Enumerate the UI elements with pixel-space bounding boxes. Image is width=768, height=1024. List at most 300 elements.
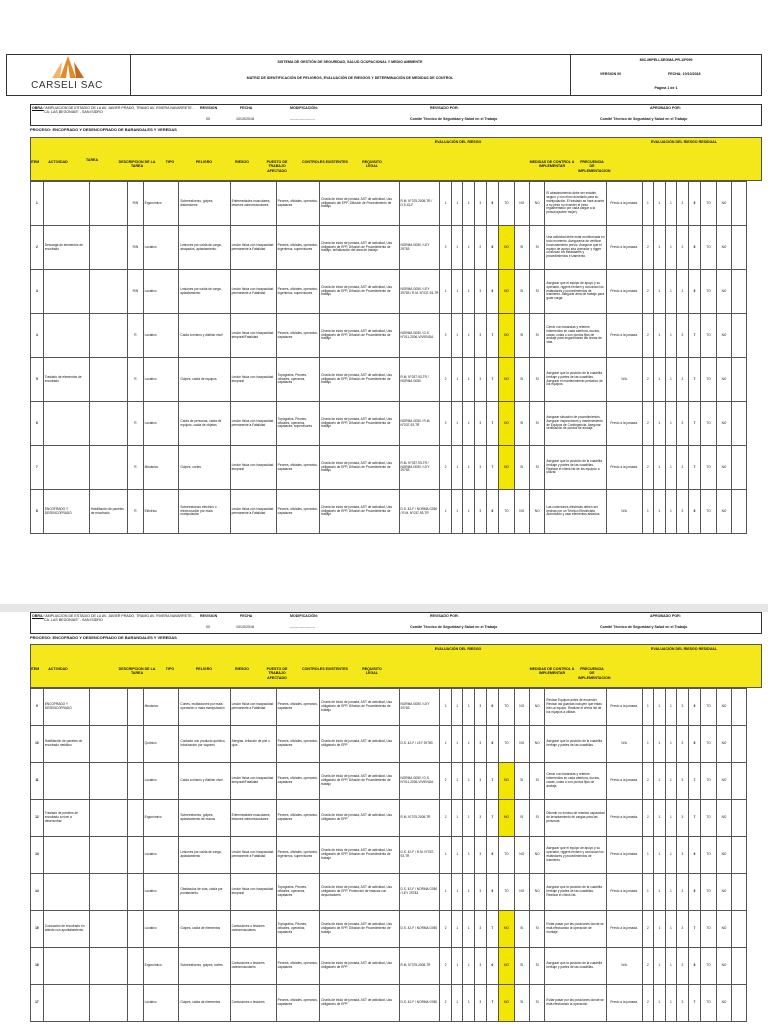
- row-frequency: N/A: [606, 948, 642, 985]
- col-frecuencia: FRECUENCIA DE IMPLEMENTACION: [578, 160, 611, 173]
- row-type: Locativo: [143, 911, 179, 948]
- row-score-1: 1: [451, 911, 463, 948]
- row-consequence: Lesión física con incapacidad temporal: [230, 358, 276, 402]
- row-hazard: Golpes, cortes: [179, 446, 230, 490]
- doc-date: FECHA: 10/10/2018: [668, 72, 701, 76]
- row-consequence: Lesión física con incapacidad permanente a Fatalidad: [230, 226, 276, 270]
- row-consequence: Enfermedades musculares, lesiones osteomusculares: [230, 800, 276, 837]
- row-item: 10: [31, 726, 44, 763]
- row-score-0: 2: [440, 763, 452, 800]
- row-residual-significant: NO: [716, 270, 731, 314]
- row-blank: [732, 800, 747, 837]
- row-measures: Evitar pasar por las posiciones donde se está efectuando la operación.: [545, 985, 606, 1022]
- row-measures: Evitar pasar por las posiciones donde se está efectuando la operación de montaje.: [545, 911, 606, 948]
- row-blank: [732, 358, 747, 402]
- row-activity: [43, 874, 89, 911]
- row-activity: Traslado de paneles de encofrado a nivel a desencofrar: [43, 800, 89, 837]
- row-hazard: Caída a mismo y distinto nivel: [179, 314, 230, 358]
- row-rutina: [128, 985, 143, 1022]
- row-blank: [732, 837, 747, 874]
- row-blank: [732, 911, 747, 948]
- row-risk-level-cell: MO: [499, 314, 514, 358]
- row-legal: R.M. N°037-93-TR / NORMA G050 / LEY 29783: [399, 446, 440, 490]
- row-accept: NO: [529, 689, 544, 726]
- col-medidas: MEDIDAS DE CONTROL A IMPLEMENTAR: [529, 160, 575, 169]
- row-accept: SI: [529, 446, 544, 490]
- row-residual-score-4: 7: [688, 911, 701, 948]
- doc-code: MIC-MIPELI-SEGMA-PR-1/F099: [639, 58, 693, 62]
- row-task: [89, 911, 127, 948]
- row-residual-score-0: 1: [642, 689, 654, 726]
- table-row: [31, 874, 763, 911]
- row-legal: NORMA G050 / LEY 29783: [399, 689, 440, 726]
- proceso-title-2: PROCESO: ENCOFRADO Y DESENCOFRADO DE BARANDALES Y VEREDAS: [30, 635, 177, 640]
- row-controls: Charla de inicio de jornada, AST de actividad, Uso obligatorio de EPP, Difusión de Procedimiento de trabajo: [320, 689, 399, 726]
- row-residual-score-1: 1: [654, 689, 666, 726]
- row-residual-significant: NO: [716, 763, 731, 800]
- row-residual-level: TO: [701, 402, 716, 446]
- row-residual-level: TO: [701, 948, 716, 985]
- row-residual-significant: NO: [716, 689, 731, 726]
- row-score-4: 6: [486, 726, 499, 763]
- row-frequency: Previo a la jornada.: [606, 689, 642, 726]
- row-consequence: Lesión física con incapacidad temporal/Fatalidad: [230, 763, 276, 800]
- revision-value: 00: [206, 117, 210, 121]
- row-residual-score-1: 1: [654, 763, 666, 800]
- row-score-0: 2: [440, 226, 452, 270]
- row-risk-level-cell: MO: [499, 358, 514, 402]
- row-frequency: Previo a la jornada.: [606, 270, 642, 314]
- row-residual-level: TO: [701, 800, 716, 837]
- row-type: Locativo: [143, 358, 179, 402]
- row-score-4: 7: [486, 985, 499, 1022]
- row-residual-score-2: 1: [665, 358, 677, 402]
- row-residual-score-0: 2: [642, 226, 654, 270]
- row-residual-significant: NO: [716, 800, 731, 837]
- modificacion-label: MODIFICACIÓN:: [290, 106, 318, 110]
- row-controls: Charla de inicio de jornada, AST de actividad, Uso obligatorio de EPP, Difusión de Procedimiento de trabajo, señalización del área de trabajo: [320, 226, 399, 270]
- row-score-1: 1: [451, 874, 463, 911]
- row-measures: Asegurar que la posición de la cuadrilla herbaje y partes de las cuadrillas. Realizar el check list de los equipos a utilizar.: [545, 446, 606, 490]
- row-score-1: 1: [451, 182, 463, 226]
- row-type: Ergonómico: [143, 182, 179, 226]
- row-significant: SI: [514, 270, 529, 314]
- row-legal: NORMA G050 / LEY 29783: [399, 226, 440, 270]
- row-score-2: 1: [463, 726, 475, 763]
- row-significant: SI: [514, 314, 529, 358]
- row-residual-score-0: 2: [642, 911, 654, 948]
- row-rutina: R/N: [128, 270, 143, 314]
- row-score-0: 1: [440, 689, 452, 726]
- table-row: [31, 446, 763, 490]
- row-task: [89, 948, 127, 985]
- row-blank: [732, 874, 747, 911]
- col-tipo-2: TIPO: [165, 667, 175, 671]
- row-hazard: Golpes, caída de elementos: [179, 985, 230, 1022]
- row-rutina: R: [128, 402, 143, 446]
- row-score-3: 3: [474, 763, 486, 800]
- row-affected: Peones, oficiales, operarios, capataces: [276, 985, 320, 1022]
- row-score-1: 1: [451, 490, 463, 534]
- row-hazard: Sobreesfuerzo, golpes, aplastamiento de manos: [179, 800, 230, 837]
- row-task: [89, 358, 127, 402]
- row-residual-score-4: 6: [688, 270, 701, 314]
- row-score-3: 3: [474, 837, 486, 874]
- row-affected: Peones, oficiales, operarios, capataces: [276, 182, 320, 226]
- row-score-0: 2: [440, 985, 452, 1022]
- row-residual-score-0: 1: [642, 837, 654, 874]
- row-score-3: 3: [474, 800, 486, 837]
- row-score-4: 7: [486, 763, 499, 800]
- row-legal: D.S. 42-F / R.M. N°037-93-TR: [399, 837, 440, 874]
- row-blank: [732, 985, 747, 1022]
- row-type: Locativo: [143, 874, 179, 911]
- row-legal: R.M. N°375-2008-TR: [399, 800, 440, 837]
- row-rutina: [128, 763, 143, 800]
- row-score-0: 1: [440, 726, 452, 763]
- row-affected: Peones, oficiales, operarios, capataces: [276, 948, 320, 985]
- revisado-label-2: REVISADO POR:: [430, 614, 459, 618]
- row-score-1: 1: [451, 800, 463, 837]
- row-score-1: 1: [451, 985, 463, 1022]
- row-activity: [43, 948, 89, 985]
- row-task: [89, 763, 127, 800]
- row-frequency: Previo a la jornada.: [606, 314, 642, 358]
- row-type: Ergonómico: [143, 948, 179, 985]
- row-residual-score-0: 2: [642, 402, 654, 446]
- row-legal: D.S. 42-F / NORMA G050 / LEY 29783: [399, 874, 440, 911]
- row-activity: Colocación de encofrado en abierto con apuntalamiento: [43, 911, 89, 948]
- row-type: Locativo: [143, 226, 179, 270]
- row-score-2: 1: [463, 182, 475, 226]
- row-frequency: N/A: [606, 490, 642, 534]
- row-residual-score-1: 1: [654, 490, 666, 534]
- row-residual-score-0: 2: [642, 358, 654, 402]
- row-type: Locativo: [143, 314, 179, 358]
- aprobado-label-2: APROBADO POR:: [650, 614, 681, 618]
- row-significant: SI: [514, 226, 529, 270]
- row-controls: Charla de inicio de jornada, AST de actividad, Uso obligatorio de EPP, Difusión de Procedimiento de trabajo: [320, 402, 399, 446]
- row-residual-score-0: 2: [642, 985, 654, 1022]
- obra-label-2: OBRA:: [32, 614, 44, 618]
- row-accept: NO: [529, 490, 544, 534]
- row-score-4: 6: [486, 182, 499, 226]
- row-residual-significant: NO: [716, 314, 731, 358]
- row-significant: NO: [514, 874, 529, 911]
- fecha-label: FECHA: [240, 106, 253, 110]
- row-residual-score-4: 6: [688, 948, 701, 985]
- row-hazard: Obstáculos de vías, caída por puntamiento: [179, 874, 230, 911]
- row-score-4: 7: [486, 402, 499, 446]
- col-requisito: REQUISITO LEGAL: [362, 160, 382, 169]
- row-consequence: Contusiones o lesiones osteomusculares: [230, 948, 276, 985]
- row-residual-level: TO: [701, 837, 716, 874]
- row-score-2: 1: [463, 490, 475, 534]
- row-score-0: 1: [440, 182, 452, 226]
- row-type: Locativo: [143, 763, 179, 800]
- row-task: [89, 182, 127, 226]
- row-consequence: Lesión física con incapacidad permanente a Fatalidad: [230, 689, 276, 726]
- row-risk-level-cell: TO: [499, 182, 514, 226]
- row-residual-score-3: 3: [677, 446, 689, 490]
- row-measures: Cerrar con barandas y retenes intermedios en cada abertura, ductos, cavas, cotas o con puntos fijos de anclaje.: [545, 763, 606, 800]
- row-risk-level-cell: TO: [499, 726, 514, 763]
- row-residual-score-4: 7: [688, 358, 701, 402]
- row-residual-score-3: 3: [677, 837, 689, 874]
- row-significant: NO: [514, 182, 529, 226]
- row-score-2: 1: [463, 226, 475, 270]
- risk-matrix-table: [30, 688, 763, 1022]
- row-type: Eléctrico: [143, 490, 179, 534]
- row-hazard: Sobreesfuerzo, golpes, distorsiones: [179, 182, 230, 226]
- row-residual-level: TO: [701, 985, 716, 1022]
- row-residual-significant: NO: [716, 402, 731, 446]
- row-risk-level-cell: MO: [499, 948, 514, 985]
- row-residual-score-4: 6: [688, 726, 701, 763]
- row-legal: NORMA G050 / LEY 29783 / R.M. N°037-93-TR: [399, 270, 440, 314]
- row-score-1: 1: [451, 226, 463, 270]
- row-controls: Charla de inicio de jornada, AST de actividad, Uso obligatorio de EPP: [320, 726, 399, 763]
- row-hazard: Sobreesfuerzo eléctrico o electrocución por mala manipulación: [179, 490, 230, 534]
- row-score-0: 1: [440, 837, 452, 874]
- row-residual-score-2: 1: [665, 402, 677, 446]
- table-row: [31, 726, 763, 763]
- row-residual-score-2: 1: [665, 800, 677, 837]
- revisado-value: Comité Técnico de Seguridad y Salud en el Trabajo: [410, 117, 498, 121]
- row-score-4: 7: [486, 800, 499, 837]
- row-frequency: Previo a la jornada.: [606, 837, 642, 874]
- row-type: Locativo: [143, 985, 179, 1022]
- row-residual-score-0: 1: [642, 726, 654, 763]
- table-row: [31, 314, 763, 358]
- row-item: 13: [31, 837, 44, 874]
- row-residual-significant: NO: [716, 226, 731, 270]
- col-frecuencia-2: FRECUENCIA DE IMPLEMENTACION: [578, 667, 611, 680]
- col-peligro-2: PELIGRO: [195, 667, 213, 671]
- row-residual-score-4: 6: [688, 490, 701, 534]
- modificacion-label-2: MODIFICACIÓN:: [290, 614, 318, 618]
- row-residual-score-3: 2: [677, 270, 689, 314]
- row-residual-score-4: 7: [688, 763, 701, 800]
- row-accept: SI: [529, 402, 544, 446]
- fecha-value: 10/10/2018: [236, 117, 254, 121]
- col-peligro: PELIGRO: [195, 160, 213, 164]
- col-item-2: ITEM: [30, 667, 40, 671]
- row-hazard: Caída de personas, caída de equipos, caída de objetos: [179, 402, 230, 446]
- row-score-3: 3: [474, 314, 486, 358]
- row-significant: NO: [514, 490, 529, 534]
- row-legal: NORMA G050 / D.S. N°011-2006-VIVIENDA: [399, 763, 440, 800]
- page-2: [0, 612, 768, 1024]
- row-residual-level: TO: [701, 726, 716, 763]
- row-blank: [732, 948, 747, 985]
- col-controles-2: CONTROLES EXISTENTES: [302, 667, 348, 671]
- row-score-2: 1: [463, 837, 475, 874]
- row-residual-score-2: 1: [665, 270, 677, 314]
- row-consequence: Lesión física con incapacidad temporal: [230, 446, 276, 490]
- row-residual-significant: NO: [716, 911, 731, 948]
- row-score-4: 6: [486, 948, 499, 985]
- row-measures: Asegurar que la posición de la cuadrilla herbaje y partes de las cuadrillas. Asegurar el mantenimiento periódico de los equipos.: [545, 358, 606, 402]
- row-significant: SI: [514, 358, 529, 402]
- row-residual-score-3: 3: [677, 358, 689, 402]
- row-activity: Habilitación de paneles de encofrado metálico: [43, 726, 89, 763]
- row-hazard: Contacto con producto químico, intoxicación por vapores: [179, 726, 230, 763]
- row-frequency: Previo a la jornada.: [606, 182, 642, 226]
- row-activity: [43, 314, 89, 358]
- row-rutina: R: [128, 446, 143, 490]
- row-residual-significant: NO: [716, 985, 731, 1022]
- row-score-2: 1: [463, 358, 475, 402]
- row-consequence: Enfermedades musculares, lesiones osteomusculares: [230, 182, 276, 226]
- doc-page: Página 1 de 1: [654, 86, 678, 90]
- revision-value-2: 00: [206, 625, 210, 629]
- row-risk-level-cell: MO: [499, 270, 514, 314]
- row-activity: ENCOFRADO Y DESENCOFRADO: [43, 490, 89, 534]
- row-controls: Charla de inicio de jornada, AST de actividad, Uso obligatorio de EPP, Protección de estacas con depuntadores: [320, 874, 399, 911]
- row-residual-score-2: 1: [665, 314, 677, 358]
- row-residual-level: TO: [701, 689, 716, 726]
- row-item: 11: [31, 763, 44, 800]
- row-task: [89, 689, 127, 726]
- row-blank: [732, 726, 747, 763]
- row-residual-score-3: 3: [677, 874, 689, 911]
- row-residual-score-4: 7: [688, 985, 701, 1022]
- row-risk-level-cell: TO: [499, 874, 514, 911]
- row-measures: Asegurar situación de procedimientos. Asegurar inspecciones y mantenimiento de Equipos de Contingencia. Asegurar verificación de puntos de anclaje.: [545, 402, 606, 446]
- row-accept: SI: [529, 358, 544, 402]
- row-accept: SI: [529, 911, 544, 948]
- row-controls: Charla de inicio de jornada, AST de actividad, Uso obligatorio de EPP, Difusión de Procedimiento de trabajo: [320, 911, 399, 948]
- row-significant: SI: [514, 402, 529, 446]
- row-accept: SI: [529, 985, 544, 1022]
- row-score-0: 2: [440, 402, 452, 446]
- col-tipo: TIPO: [165, 160, 175, 164]
- row-activity: [43, 763, 89, 800]
- row-score-2: 1: [463, 911, 475, 948]
- row-frequency: Previo a la jornada.: [606, 911, 642, 948]
- row-residual-score-1: 1: [654, 358, 666, 402]
- row-affected: Peones, oficiales, operarios, capataces: [276, 446, 320, 490]
- row-residual-score-1: 1: [654, 314, 666, 358]
- row-rutina: R/N: [128, 182, 143, 226]
- row-blank: [732, 763, 747, 800]
- row-consequence: Lesión física con incapacidad permanente a Fatalidad: [230, 490, 276, 534]
- row-activity: [43, 402, 89, 446]
- row-legal: R.M. N°037-93-TR / NORMA G050: [399, 358, 440, 402]
- row-type: Mecánico: [143, 689, 179, 726]
- col-riesgo-2: RIESGO: [235, 667, 249, 671]
- row-item: 2: [31, 226, 44, 270]
- row-legal: R.M. N°375-2008-TR / D.S.42-F: [399, 182, 440, 226]
- row-affected: Peones, oficiales, operarios, ingenieros, supervisores: [276, 270, 320, 314]
- risk-table-page-2: [30, 688, 762, 1024]
- table-row: [31, 270, 763, 314]
- row-significant: NO: [514, 837, 529, 874]
- row-score-4: 7: [486, 358, 499, 402]
- row-score-1: 1: [451, 763, 463, 800]
- row-residual-score-4: 7: [688, 800, 701, 837]
- row-score-0: 2: [440, 358, 452, 402]
- row-blank: [732, 314, 747, 358]
- row-rutina: [128, 837, 143, 874]
- row-affected: Peones, oficiales, operarios, ingenieros, supervisores: [276, 837, 320, 874]
- aprobado-value-2: Comité Técnico de Seguridad y Salud en el Trabajo: [600, 625, 688, 629]
- row-score-4: 7: [486, 911, 499, 948]
- row-blank: [732, 270, 747, 314]
- row-hazard: Golpes, caída de equipos: [179, 358, 230, 402]
- row-consequence: Contusiones o lesiones: [230, 985, 276, 1022]
- row-score-0: 1: [440, 874, 452, 911]
- row-affected: Topógrafos, Peones, oficiales, operarios, capataces: [276, 911, 320, 948]
- row-residual-level: TO: [701, 446, 716, 490]
- row-residual-score-2: 1: [665, 226, 677, 270]
- row-activity: [43, 182, 89, 226]
- table-row: [31, 948, 763, 985]
- row-rutina: [128, 911, 143, 948]
- col-descripcion-2: DESCRIPCION DE LA TAREA: [118, 667, 156, 676]
- row-score-0: 2: [440, 800, 452, 837]
- row-residual-score-1: 1: [654, 270, 666, 314]
- col-riesgo: RIESGO: [235, 160, 249, 164]
- table-row: [31, 182, 763, 226]
- row-score-4: 6: [486, 689, 499, 726]
- row-controls: Charla de inicio de jornada, AST de actividad, Uso obligatorio de EPP: [320, 800, 399, 837]
- row-residual-score-0: 1: [642, 182, 654, 226]
- fecha-value-2: 10/10/2018: [236, 625, 254, 629]
- row-residual-score-1: 1: [654, 800, 666, 837]
- row-significant: SI: [514, 985, 529, 1022]
- row-score-4: 6: [486, 874, 499, 911]
- row-score-1: 1: [451, 314, 463, 358]
- row-legal: D.S. 42-F / NORMA G050 / R.M. N°037-93-TR: [399, 490, 440, 534]
- row-affected: Topógrafos, Peones, oficiales, operarios, capataces, supervisores: [276, 402, 320, 446]
- row-significant: NO: [514, 726, 529, 763]
- row-residual-significant: NO: [716, 358, 731, 402]
- row-residual-level: TO: [701, 911, 716, 948]
- table-row: [31, 689, 763, 726]
- row-residual-score-3: 3: [677, 402, 689, 446]
- row-hazard: Sobreesfuerzo, golpes, cortes: [179, 948, 230, 985]
- row-accept: SI: [529, 948, 544, 985]
- row-residual-level: TO: [701, 314, 716, 358]
- row-measures: Asegurar que el equipo de apoyo y su operador, riggers revisen y conozcan los estándares y procedimientos de izamiento. Asegurar área de trabajo para guiar carga.: [545, 270, 606, 314]
- row-score-4: 7: [486, 446, 499, 490]
- row-activity: Traslado de elementos de encofrado: [43, 358, 89, 402]
- row-affected: Peones, oficiales, operarios, capataces: [276, 490, 320, 534]
- row-affected: Peones, oficiales, operarios, capataces: [276, 314, 320, 358]
- row-significant: SI: [514, 800, 529, 837]
- row-residual-significant: NO: [716, 726, 731, 763]
- row-hazard: Cortes, mutilaciones por mala operación o mala manipulación: [179, 689, 230, 726]
- row-activity: [43, 985, 89, 1022]
- table-row: [31, 358, 763, 402]
- row-item: 5: [31, 358, 44, 402]
- row-score-3: 3: [474, 726, 486, 763]
- row-measures: Revisar Equipos antes de encender. Revisar las guardas incluyen que estas bien al equipo. Realizar el check list de los equipos a utilizar.: [545, 689, 606, 726]
- row-score-1: 1: [451, 948, 463, 985]
- row-accept: SI: [529, 314, 544, 358]
- row-score-3: 3: [474, 948, 486, 985]
- row-score-3: 3: [474, 182, 486, 226]
- row-blank: [732, 182, 747, 226]
- row-measures: El abastecimiento debe ser estable, seguro y con ritmo acordado para su manipulación. El traslado se hará acorde a su peso no exceder el peso reglamentario por cada cargar a la persona(sobre mujer).: [545, 182, 606, 226]
- row-task: [89, 226, 127, 270]
- row-score-4: 6: [486, 226, 499, 270]
- row-consequence: Lesión física con incapacidad permanente a Fatalidad: [230, 402, 276, 446]
- row-hazard: Caída a mismo y distinto nivel: [179, 763, 230, 800]
- row-legal: D.S. 42-F / LEY 29783: [399, 726, 440, 763]
